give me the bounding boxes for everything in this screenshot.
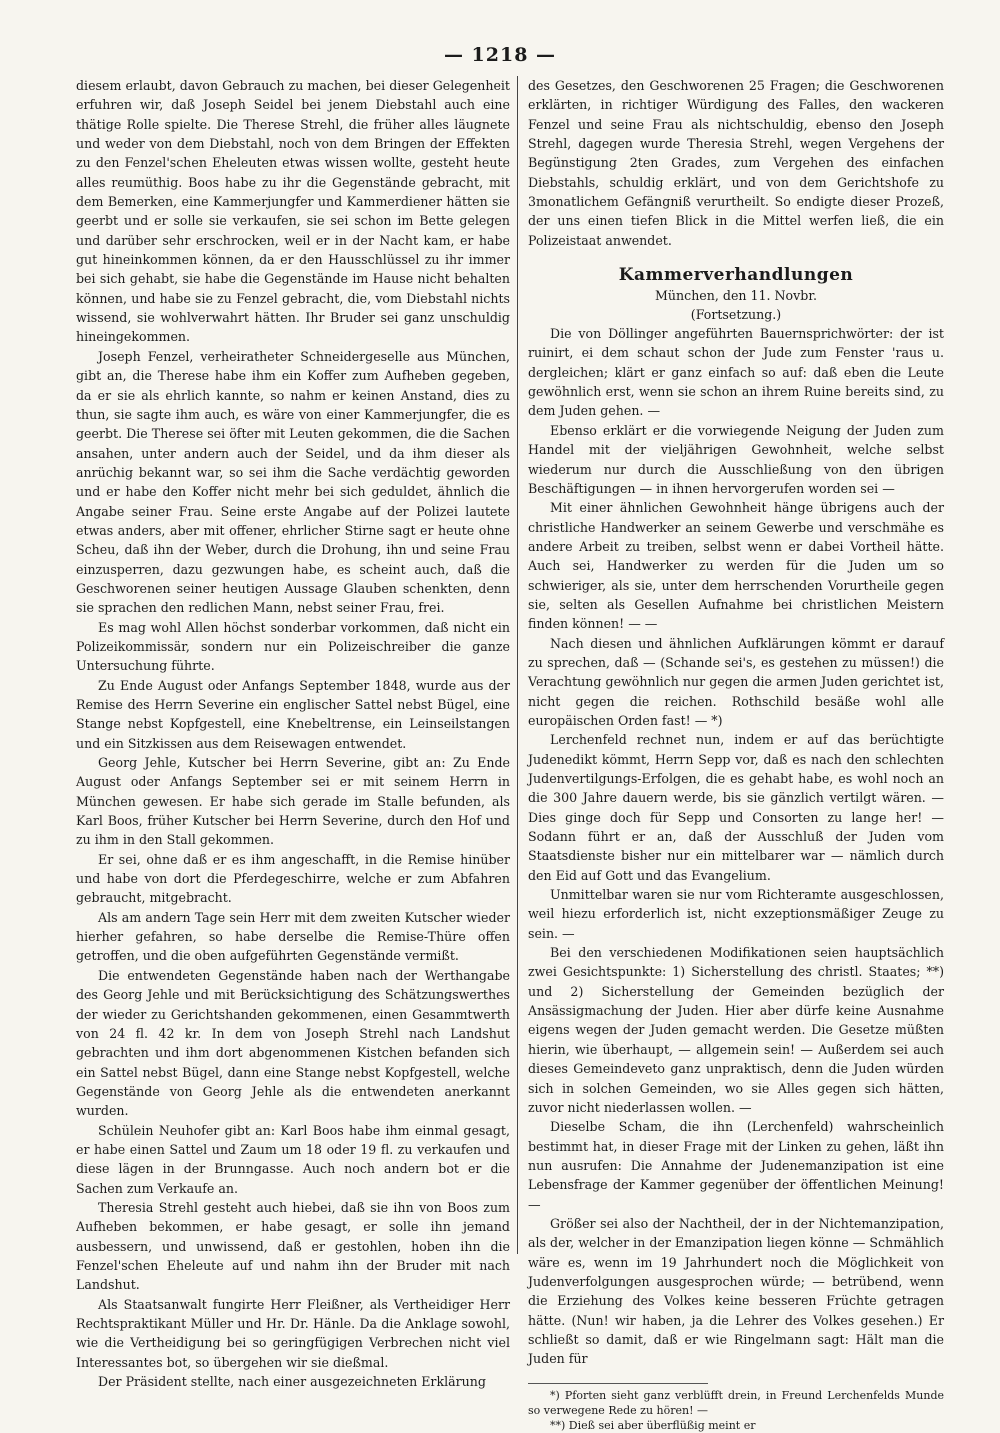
paragraph: Dieselbe Scham, die ihn (Lerchenfeld) wahrscheinlich bestimmt hat, in dieser Frage mit der Linken zu gehen, läßt ihn nun ausrufen: Die Annahme der Judenemanzipation ist eine Lebensfrage der Kammer gegenüber der öffentlichen Meinung! — — [528, 1119, 944, 1212]
column-divider — [517, 76, 518, 1254]
paragraph: diesem erlaubt, davon Gebrauch zu machen, bei dieser Gelegenheit erfuhren wir, daß Joseph Seidel bei jenem Diebstahl auch eine thätige Rolle spielte. Die Therese Strehl, die früher alles läugnete und weder von dem Diebstahl, noch von dem Bringen der Effekten zu den Fenzel'schen Eheleuten etwas wissen wollte, gesteht heute alles reumüthig. Boos habe zu ihr die Gegenstände gebracht, mit dem Bemerken, eine Kammerjungfer und Kammerdiener hätten sie geerbt und er solle sie verkaufen, sie sei schon im Bette gelegen und darüber sehr erschrocken, weil er in der Nacht kam, er habe gut hineinkommen können, da er den Hausschlüssel zu ihr immer bei sich gehabt, sie habe die Gegenstände im Hause nicht behalten können, und habe sie zu Fenzel gebracht, die, vom Diebstahl nichts wissend, sie wohlverwahrt hätten. Ihr Bruder sei ganz unschuldig hineingekommen. — [76, 78, 510, 345]
paragraph: Als am andern Tage sein Herr mit dem zweiten Kutscher wieder hierher gefahren, so habe derselbe die Remise-Thüre offen getroffen, und die oben aufgeführten Gegenstände vermißt. — [76, 909, 510, 964]
paragraph: Zu Ende August oder Anfangs September 1848, wurde aus der Remise des Herrn Severine ein englischer Sattel nebst Bügel, eine Stange nebst Kopfgestell, eine Knebeltrense, ein Leinseilstangen und ein Sitzkissen aus dem Reisewagen entwendet. — [76, 677, 510, 751]
paragraph: Nach diesen und ähnlichen Aufklärungen kömmt er darauf zu sprechen, daß — (Schande sei's, es gestehen zu müssen!) die Verachtung gewöhnlich nur gegen die armen Juden gerichtet ist, nicht gegen die reichen. Rothschild besäße wohl alle europäischen Orden fast! — *) — [528, 635, 944, 728]
paragraph: Bei den verschiedenen Modifikationen seien hauptsächlich zwei Gesichtspunkte: 1) Sicherstellung des christl. Staates; **) und 2) Sicherstellung der Gemeinden bezüglich der Ansässigmachung der Juden. Hier aber dürfe keine Ausnahme eigens wegen der Juden gemacht werden. Die Gesetze müßten hierin, wie überhaupt, — allgemein sein! — Außerdem sei auch dieses Gemeindeveto ganz unpraktisch, denn die Juden würden sich in solchen Gemeinden, wo sie Alles gegen sich hätten, zuvor nicht niederlassen wollen. — — [528, 945, 944, 1115]
paragraph: Theresia Strehl gesteht auch hiebei, daß sie ihn von Boos zum Aufheben bekommen, er habe gesagt, er solle ihn jemand ausbessern, und unwissend, daß er gestohlen, hoben ihn die Fenzel'schen Eheleute auf und nahm ihn der Bruder mit nach Landshut. — [76, 1199, 510, 1293]
left-column — [76, 76, 510, 1391]
paragraph: Georg Jehle, Kutscher bei Herrn Severine, gibt an: Zu Ende August oder Anfangs September sei er mit seinem Herrn in München gewesen. Er habe sich gerade im Stalle befunden, als Karl Boos, früher Kutscher bei Herrn Severine, durch den Hof und zu ihm in den Stall gekommen. — [76, 755, 510, 848]
right-column — [528, 76, 944, 1433]
paragraph: Er sei, ohne daß er es ihm angeschafft, in die Remise hinüber und habe von dort die Pferdegeschirre, welche er zum Abfahren gebraucht, mitgebracht. — [76, 851, 510, 906]
paragraph: Schülein Neuhofer gibt an: Karl Boos habe ihm einmal gesagt, er habe einen Sattel und Zaum um 18 oder 19 fl. zu verkaufen und diese lägen in der Brunngasse. Auch noch andern bot er die Sachen zum Verkaufe an. — [76, 1122, 510, 1196]
paragraph: Es mag wohl Allen höchst sonderbar vorkommen, daß nicht ein Polizeikommissär, sondern nur ein Polizeischreiber die ganze Untersuchung führte. — [76, 619, 510, 674]
paragraph: Die entwendeten Gegenstände haben nach der Werthangabe des Georg Jehle und mit Berücksichtigung des Schätzungswerthes der wieder zu Gerichtshanden gekommenen, einen Gesammtwerth von 24 fl. 42 kr. In dem von Joseph Strehl nach Landshut gebrachten und ihm dort abgenommenen Kistchen befanden sich ein Sattel nebst Bügel, dann eine Stange nebst Kopfgestell, welche Gegenstände von Georg Jehle als die entwendeten anerkannt wurden. — [76, 967, 510, 1119]
paragraph: des Gesetzes, den Geschworenen 25 Fragen; die Geschworenen erklärten, in richtiger Würdigung des Falles, den wackeren Fenzel und seine Frau als nichtschuldig, ebenso den Joseph Strehl, dagegen wurde Theresia Strehl, wegen Vergehens der Begünstigung 2ten Grades, zum Vergehen des einfachen Diebstahls, schuldig erklärt, und von dem Gerichtshofe zu 3monatlichem Gefängniß verurtheilt. So endigte dieser Prozeß, der uns einen tiefen Blick in die Mittel werfen ließ, die ein Polizeistaat anwendet. — [528, 78, 944, 248]
continuation-note: (Fortsetzung.) — [690, 307, 782, 323]
footnote: *) Pforten sieht ganz verblüfft drein, in Freund Lerchenfelds Munde so verwegene Rede zu hören! — — [528, 1388, 944, 1417]
paragraph: Lerchenfeld rechnet nun, indem er auf das berüchtigte Judenedikt kömmt, Herrn Sepp vor, daß es nach den schlechten Judenvertilgungs-Erfolgen, die es gehabt habe, es wohl noch an die 300 Jahre dauern werde, bis sie gänzlich vertilgt wären. — Dies ginge doch für Sepp und Consorten zu lange her! — Sodann führt er an, daß der Ausschluß der Juden vom Staatsdienste bisher nur ein mittelbarer war — nämlich durch den Eid auf Gott und das Evangelium. — [528, 732, 944, 883]
section-heading: Kammerverhandlungen — [618, 265, 854, 286]
paragraph: Die von Döllinger angeführten Bauernsprichwörter: der ist ruinirt, ei dem schaut schon der Jude zum Fenster 'raus u. dergleichen; klärt er ganz einfach so auf: daß eben die Leute gewöhnlich erst, wenn sie schon an ihrem Ruine bereits sind, zu dem Juden gehen. — — [528, 326, 944, 419]
paragraph: Unmittelbar waren sie nur vom Richteramte ausgeschlossen, weil hiezu erforderlich ist, nicht exzeptionsmäßiger Zeuge zu sein. — — [528, 887, 944, 941]
footnote: **) Dieß sei aber überflüßig meint er — [550, 1418, 756, 1432]
paragraph: Ebenso erklärt er die vorwiegende Neigung der Juden zum Handel mit der vieljährigen Gewohnheit, welche selbst wiederum nur durch die Ausschließung von den übrigen Beschäftigungen — in ihnen hervorgerufen worden sei — — [528, 422, 944, 496]
footnotes — [528, 1383, 944, 1433]
paragraph: Der Präsident stellte, nach einer ausgezeichneten Erklärung — [98, 1374, 486, 1390]
paragraph: Als Staatsanwalt fungirte Herr Fleißner, als Vertheidiger Herr Rechtspraktikant Müller und Hr. Dr. Hänle. Da die Anklage sowohl, wie die Vertheidigung bei so geringfügigen Verbrechen nicht viel Interessantes bot, so übergehen wir sie dießmal. — [76, 1296, 510, 1370]
paragraph: Größer sei also der Nachtheil, der in der Nichtemanzipation, als der, welcher in der Emanzipation liegen könne — Schmählich wäre es, wenn im 19 Jahrhundert noch die Möglichkeit von Judenverfolgungen ausgesprochen würde; — betrübend, wenn die Erziehung des Volkes keine besseren Früchte getragen hätte. (Nun! wir haben, ja die Lehrer des Volkes gesehen.) Er schließt so damit, daß er wie Ringelmann sagt: Hält man die Juden für — [528, 1215, 944, 1367]
paragraph: Joseph Fenzel, verheiratheter Schneidergeselle aus München, gibt an, die Therese habe ihm ein Koffer zum Aufheben gegeben, da er sie als ehrlich kannte, so nahm er keinen Anstand, dies zu thun, sie sagte ihm auch, es wäre von einer Kammerjungfer, die es geerbt. Die Therese sei öfter mit Leuten gekommen, die die Sachen ansahen, unter andern auch der Seidel, und da ihm dieser als anrüchig bekannt war, so sei ihm die Sache verdächtig geworden und er habe den Koffer nicht mehr bei sich geduldet, ähnlich die Angabe seiner Frau. Seine erste Angabe auf der Polizei lautete etwas anders, aber mit offener, ehrlicher Stirne sagt er heute ohne Scheu, daß ihn der Weber, durch die Drohung, ihn und seine Frau einzusperren, dazu gezwungen habe, es scheint auch, daß die Geschworenen seiner heutigen Aussage Glauben schenkten, denn sie sprachen den redlichen Mann, nebst seiner Frau, frei. — [76, 348, 510, 616]
dateline: München, den 11. Novbr. — [655, 288, 817, 304]
page-number: — 1218 — — [443, 44, 557, 66]
paragraph: Mit einer ähnlichen Gewohnheit hänge übrigens auch der christliche Handwerker an seinem Gewerbe und verschmähe es andere Arbeit zu treiben, selbst wenn er dabei Vortheil hätte. Auch sei, Handwerker zu werden für die Juden um so schwieriger, als sie, unter dem herrschenden Vorurtheile gegen sie, selten als Gesellen Aufnahme bei christlichen Meistern finden können! — — — [528, 500, 944, 632]
